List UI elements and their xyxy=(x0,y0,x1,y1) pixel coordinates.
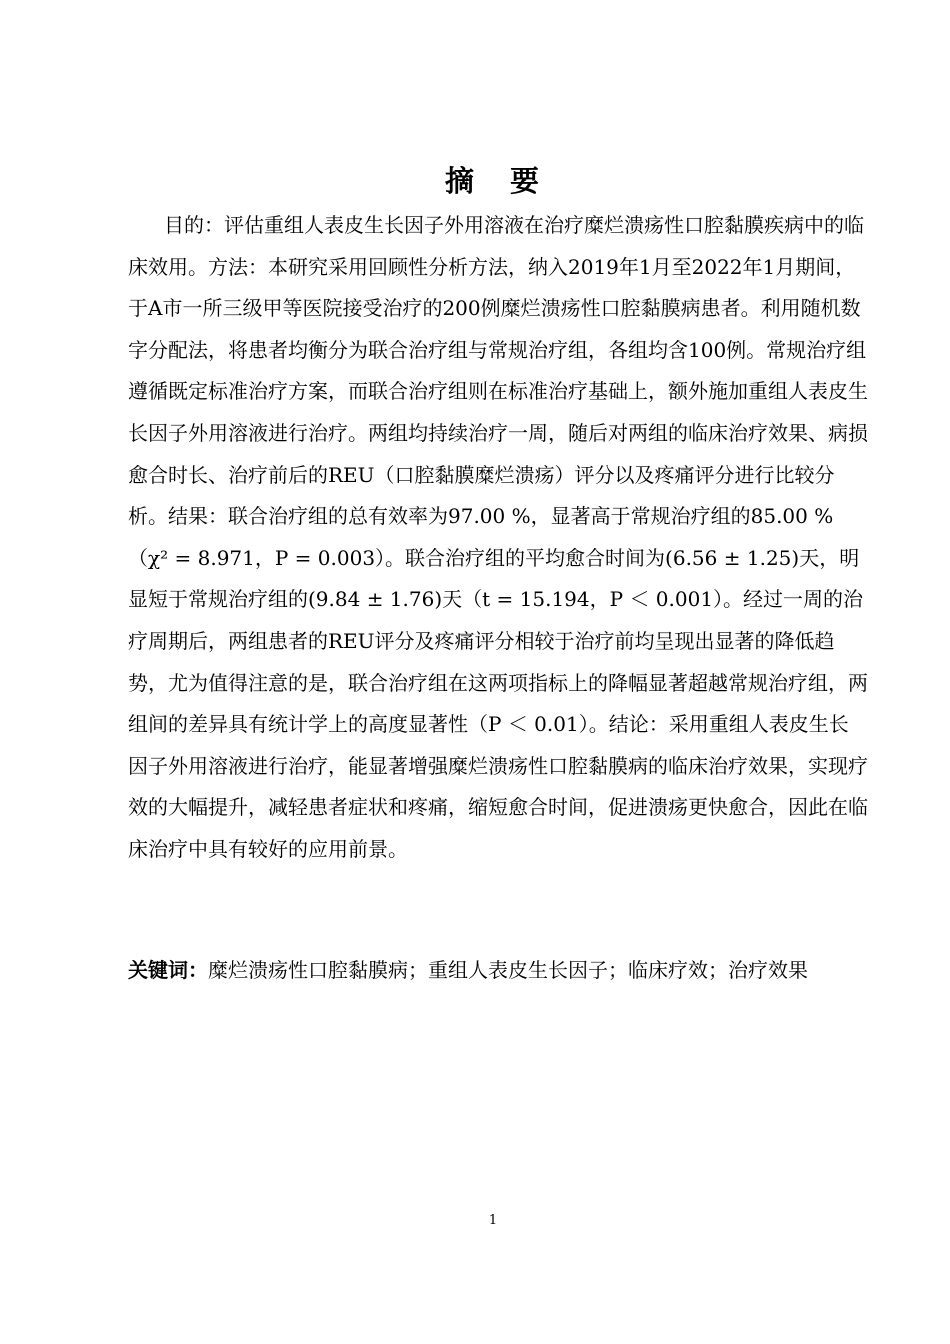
keywords-label: 关键词： xyxy=(128,958,208,982)
keywords-paragraph xyxy=(128,950,868,992)
heading-char-1: 摘 xyxy=(444,164,476,198)
abstract-text: 目的：评估重组人表皮生长因子外用溶液在治疗糜烂溃疡性口腔黏膜疾病中的临床效用。方法：本研究采用回顾性分析方法，纳入2019年1月至2022年1月期间，于A市一所三级甲等医院接受治疗的200例糜烂溃疡性口腔黏膜病患者。利用随机数字分配法，将患者均衡分为联合治疗组与常规治疗组，各组均含100例。常规治疗组遵循既定标准治疗方案，而联合治疗组则在标准治疗基础上，额外施加重组人表皮生长因子外用溶液进行治疗。两组均持续治疗一周，随后对两组的临床治疗效果、病损愈合时长、治疗前后的REU（口腔黏膜糜烂溃疡）评分以及疼痛评分进行比较分析。结果：联合治疗组的总有效率为97.00 %，显著高于常规治疗组的85.00 %（χ² = 8.971，P = 0.003）。联合治疗组的平均愈合时间为(6.56 ± 1.25)天，明显短于常规治疗组的(9.84 ± 1.76)天（t = 15.194，P ＜ 0.001）。经过一周的治疗周期后，两组患者的REU评分及疼痛评分相较于治疗前均呈现出显著的降低趋势，尤为值得注意的是，联合治疗组在这两项指标上的降幅显著超越常规治疗组，两组间的差异具有统计学上的高度显著性（P ＜ 0.01）。结论：采用重组人表皮生长因子外用溶液进行治疗，能显著增强糜烂溃疡性口腔黏膜病的临床治疗效果，实现疗效的大幅提升，减轻患者症状和疼痛，缩短愈合时间，促进溃疡更快愈合，因此在临床治疗中具有较好的应用前景。 xyxy=(128,213,868,861)
page-number: 1 xyxy=(488,1213,498,1228)
abstract-body xyxy=(128,205,868,871)
keywords-text: 糜烂溃疡性口腔黏膜病；重组人表皮生长因子；临床疗效；治疗效果 xyxy=(208,958,808,982)
abstract-heading xyxy=(0,160,950,202)
heading-char-2: 要 xyxy=(510,164,542,198)
